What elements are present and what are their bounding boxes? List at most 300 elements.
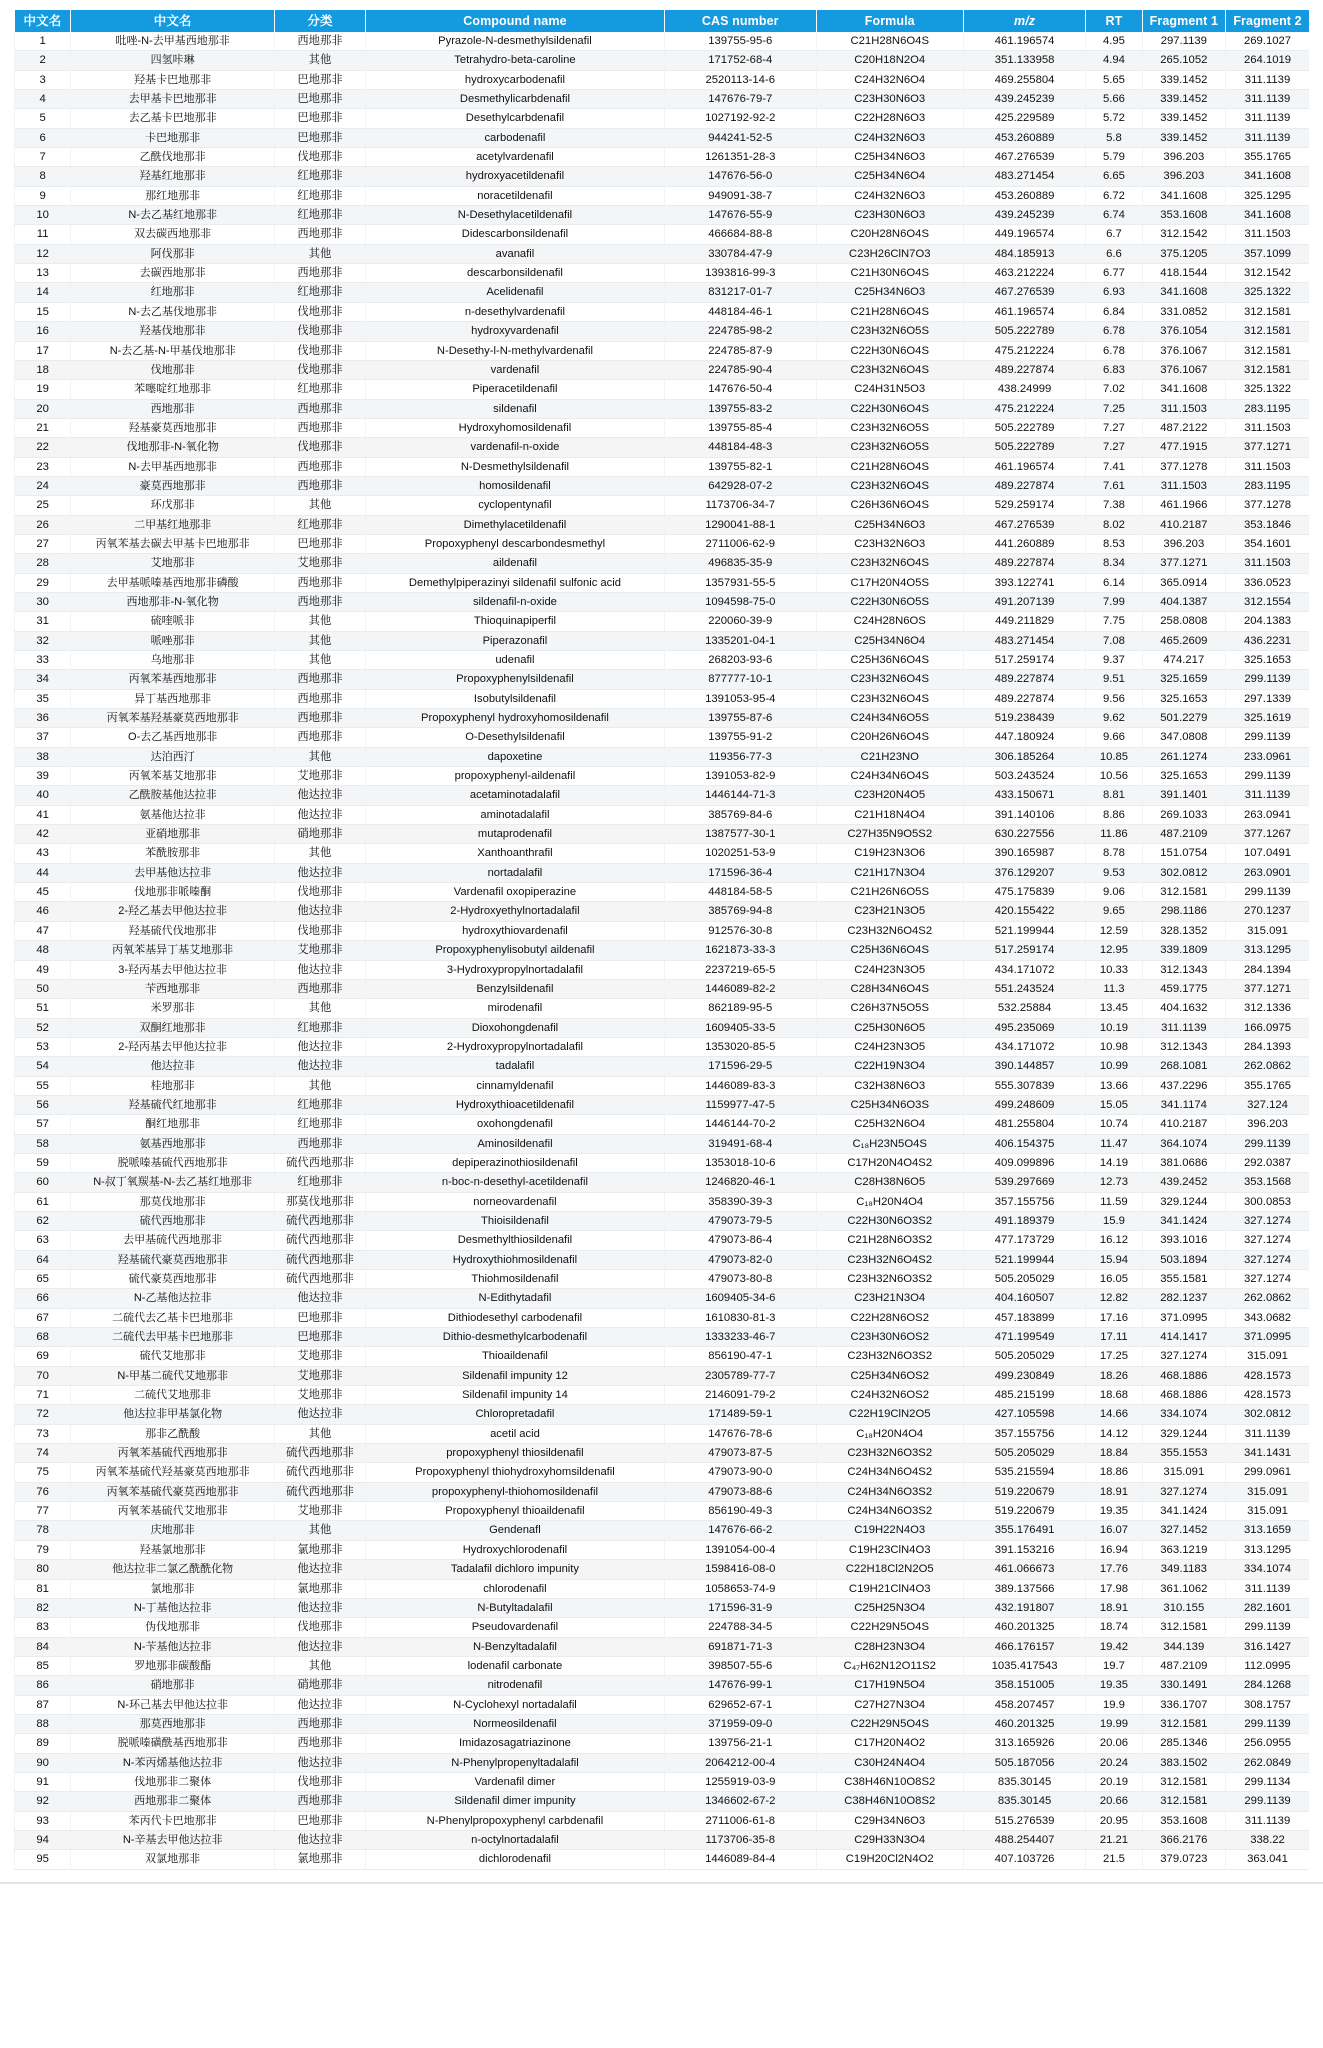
cell-category: 硫代西地那非 xyxy=(274,1463,365,1482)
cell-fragment-2: 327.1274 xyxy=(1226,1250,1309,1269)
cell-fragment-2: 363.041 xyxy=(1226,1850,1309,1869)
cell-index: 81 xyxy=(15,1579,71,1598)
cell-cas-number: 691871-71-3 xyxy=(664,1637,816,1656)
table-row[interactable] xyxy=(15,32,1310,51)
table-row[interactable] xyxy=(15,1366,1310,1385)
table-row[interactable] xyxy=(15,1037,1310,1056)
table-row[interactable] xyxy=(15,1714,1310,1733)
cell-category: 西地那非 xyxy=(274,709,365,728)
table-row[interactable] xyxy=(15,1463,1310,1482)
cell-category: 伐地那非 xyxy=(274,1618,365,1637)
table-row[interactable] xyxy=(15,341,1310,360)
table-row[interactable] xyxy=(15,51,1310,70)
column-header-mz[interactable]: m/z xyxy=(963,10,1085,32)
cell-fragment-1: 355.1553 xyxy=(1142,1444,1225,1463)
cell-compound-name: 3-Hydroxypropylnortadalafil xyxy=(365,960,664,979)
cell-chinese-name: O-去乙基西地那非 xyxy=(71,728,275,747)
cell-fragment-2: 325.1653 xyxy=(1226,651,1309,670)
cell-index: 1 xyxy=(15,32,71,51)
cell-cas-number: 1446089-82-2 xyxy=(664,979,816,998)
table-row[interactable] xyxy=(15,670,1310,689)
cell-mz: 483.271454 xyxy=(963,631,1085,650)
cell-fragment-2: 313.1295 xyxy=(1226,941,1309,960)
cell-fragment-2: 264.1019 xyxy=(1226,51,1309,70)
cell-fragment-2: 299.1139 xyxy=(1226,1134,1309,1153)
cell-compound-name: mirodenafil xyxy=(365,999,664,1018)
cell-category: 伐地那非 xyxy=(274,1772,365,1791)
cell-chinese-name: 2-羟乙基去甲他达拉非 xyxy=(71,902,275,921)
table-row[interactable] xyxy=(15,1386,1310,1405)
table-row[interactable] xyxy=(15,1270,1310,1289)
table-row[interactable] xyxy=(15,1424,1310,1443)
cell-chinese-name: 脱哌嗪基硫代西地那非 xyxy=(71,1153,275,1172)
cell-mz: 519.220679 xyxy=(963,1502,1085,1521)
table-row[interactable] xyxy=(15,1560,1310,1579)
cell-compound-name: N-Desethy-l-N-methylvardenafil xyxy=(365,341,664,360)
cell-fragment-2: 341.1431 xyxy=(1226,1444,1309,1463)
cell-chinese-name: 西地那非二聚体 xyxy=(71,1792,275,1811)
cell-chinese-name: N-叔丁氧羰基-N-去乙基红地那非 xyxy=(71,1173,275,1192)
cell-rt: 8.02 xyxy=(1086,515,1142,534)
table-row[interactable] xyxy=(15,979,1310,998)
table-row[interactable] xyxy=(15,554,1310,573)
cell-index: 33 xyxy=(15,651,71,670)
cell-chinese-name: 苯噻啶红地那非 xyxy=(71,380,275,399)
table-row[interactable] xyxy=(15,148,1310,167)
table-row[interactable] xyxy=(15,283,1310,302)
cell-fragment-1: 328.1352 xyxy=(1142,921,1225,940)
table-row[interactable] xyxy=(15,883,1310,902)
table-row[interactable] xyxy=(15,844,1310,863)
cell-index: 83 xyxy=(15,1618,71,1637)
table-row[interactable] xyxy=(15,1308,1310,1327)
cell-rt: 16.94 xyxy=(1086,1540,1142,1559)
cell-mz: 447.180924 xyxy=(963,728,1085,747)
table-row[interactable] xyxy=(15,1637,1310,1656)
cell-fragment-1: 391.1401 xyxy=(1142,786,1225,805)
cell-fragment-2: 311.1139 xyxy=(1226,128,1309,147)
cell-cas-number: 1621873-33-3 xyxy=(664,941,816,960)
cell-chinese-name: 丙氧苯基硫代艾地那非 xyxy=(71,1502,275,1521)
table-row[interactable] xyxy=(15,1753,1310,1772)
table-row[interactable] xyxy=(15,476,1310,495)
cell-rt: 10.19 xyxy=(1086,1018,1142,1037)
table-row[interactable] xyxy=(15,863,1310,882)
cell-cas-number: 398507-55-6 xyxy=(664,1656,816,1675)
column-header-index[interactable]: 中文名 xyxy=(15,10,71,32)
table-row[interactable] xyxy=(15,380,1310,399)
column-header-formula[interactable]: Formula xyxy=(816,10,963,32)
cell-index: 84 xyxy=(15,1637,71,1656)
cell-fragment-1: 503.1894 xyxy=(1142,1250,1225,1269)
cell-fragment-1: 339.1452 xyxy=(1142,128,1225,147)
cell-mz: 355.176491 xyxy=(963,1521,1085,1540)
cell-chinese-name: 氨基他达拉非 xyxy=(71,805,275,824)
cell-index: 88 xyxy=(15,1714,71,1733)
table-row[interactable] xyxy=(15,90,1310,109)
cell-rt: 6.93 xyxy=(1086,283,1142,302)
table-row[interactable] xyxy=(15,1482,1310,1501)
cell-cas-number: 2711006-62-9 xyxy=(664,534,816,553)
cell-mz: 461.196574 xyxy=(963,32,1085,51)
cell-compound-name: nitrodenafil xyxy=(365,1676,664,1695)
table-row[interactable] xyxy=(15,921,1310,940)
cell-rt: 8.53 xyxy=(1086,534,1142,553)
cell-chinese-name: 卡巴地那非 xyxy=(71,128,275,147)
cell-chinese-name: 环戊那非 xyxy=(71,496,275,515)
cell-compound-name: depiperazinothiosildenafil xyxy=(365,1153,664,1172)
cell-formula: C24H34N6O4S2 xyxy=(816,1463,963,1482)
cell-fragment-1: 339.1809 xyxy=(1142,941,1225,960)
cell-compound-name: hydroxycarbodenafil xyxy=(365,70,664,89)
cell-chinese-name: 伐地那非哌嗪酮 xyxy=(71,883,275,902)
cell-mz: 489.227874 xyxy=(963,670,1085,689)
cell-category: 其他 xyxy=(274,496,365,515)
table-row[interactable] xyxy=(15,360,1310,379)
cell-formula: C25H32N6O4 xyxy=(816,1115,963,1134)
cell-cas-number: 1609405-34-6 xyxy=(664,1289,816,1308)
cell-cas-number: 139755-85-4 xyxy=(664,418,816,437)
table-row[interactable] xyxy=(15,786,1310,805)
cell-chinese-name: 硫代西地那非 xyxy=(71,1211,275,1230)
cell-cas-number: 479073-80-8 xyxy=(664,1270,816,1289)
cell-index: 15 xyxy=(15,302,71,321)
cell-rt: 6.7 xyxy=(1086,225,1142,244)
cell-index: 16 xyxy=(15,322,71,341)
cell-fragment-2: 428.1573 xyxy=(1226,1366,1309,1385)
cell-mz: 505.205029 xyxy=(963,1444,1085,1463)
cell-mz: 521.199944 xyxy=(963,1250,1085,1269)
table-row[interactable] xyxy=(15,1850,1310,1869)
table-row[interactable] xyxy=(15,1134,1310,1153)
cell-rt: 7.61 xyxy=(1086,476,1142,495)
cell-compound-name: n-desethylvardenafil xyxy=(365,302,664,321)
table-row[interactable] xyxy=(15,534,1310,553)
cell-fragment-1: 312.1581 xyxy=(1142,1618,1225,1637)
table-row[interactable] xyxy=(15,264,1310,283)
table-row[interactable] xyxy=(15,457,1310,476)
cell-rt: 16.12 xyxy=(1086,1231,1142,1250)
cell-rt: 20.19 xyxy=(1086,1772,1142,1791)
cell-category: 那莫伐地那非 xyxy=(274,1192,365,1211)
cell-compound-name: acetylvardenafil xyxy=(365,148,664,167)
cell-formula: C21H30N6O4S xyxy=(816,264,963,283)
cell-formula: C19H22N4O3 xyxy=(816,1521,963,1540)
table-row[interactable] xyxy=(15,709,1310,728)
cell-index: 85 xyxy=(15,1656,71,1675)
cell-chinese-name: 红地那非 xyxy=(71,283,275,302)
cell-cas-number: 220060-39-9 xyxy=(664,612,816,631)
table-row[interactable] xyxy=(15,1734,1310,1753)
cell-compound-name: cinnamyldenafil xyxy=(365,1076,664,1095)
cell-fragment-1: 468.1886 xyxy=(1142,1386,1225,1405)
cell-fragment-2: 341.1608 xyxy=(1226,206,1309,225)
table-row[interactable] xyxy=(15,1811,1310,1830)
table-row[interactable] xyxy=(15,1347,1310,1366)
header-row xyxy=(15,10,1310,32)
cell-formula: C25H34N6O3S xyxy=(816,1095,963,1114)
table-row[interactable] xyxy=(15,941,1310,960)
cell-rt: 6.14 xyxy=(1086,573,1142,592)
table-row[interactable] xyxy=(15,1656,1310,1675)
column-header-fragment-1[interactable]: Fragment 1 xyxy=(1142,10,1225,32)
cell-rt: 10.98 xyxy=(1086,1037,1142,1056)
cell-rt: 9.66 xyxy=(1086,728,1142,747)
cell-formula: C24H31N5O3 xyxy=(816,380,963,399)
cell-mz: 376.129207 xyxy=(963,863,1085,882)
cell-rt: 17.25 xyxy=(1086,1347,1142,1366)
table-row[interactable] xyxy=(15,225,1310,244)
cell-chinese-name: 氨基西地那非 xyxy=(71,1134,275,1153)
table-row[interactable] xyxy=(15,1695,1310,1714)
cell-compound-name: vardenafil-n-oxide xyxy=(365,438,664,457)
cell-rt: 11.59 xyxy=(1086,1192,1142,1211)
table-row[interactable] xyxy=(15,1579,1310,1598)
cell-cas-number: 1391054-00-4 xyxy=(664,1540,816,1559)
cell-cas-number: 147676-78-6 xyxy=(664,1424,816,1443)
table-row[interactable] xyxy=(15,496,1310,515)
cell-rt: 5.8 xyxy=(1086,128,1142,147)
cell-chinese-name: 吡唑-N-去甲基西地那非 xyxy=(71,32,275,51)
column-header-category[interactable]: 分类 xyxy=(274,10,365,32)
cell-fragment-1: 437.2296 xyxy=(1142,1076,1225,1095)
cell-mz: 390.165987 xyxy=(963,844,1085,863)
table-row[interactable] xyxy=(15,960,1310,979)
column-header-chinese-name[interactable]: 中文名 xyxy=(71,10,275,32)
cell-chinese-name: 双氯地那非 xyxy=(71,1850,275,1869)
cell-fragment-2: 311.1139 xyxy=(1226,1424,1309,1443)
cell-mz: 475.212224 xyxy=(963,399,1085,418)
cell-fragment-2: 334.1074 xyxy=(1226,1560,1309,1579)
table-row[interactable] xyxy=(15,651,1310,670)
cell-category: 巴地那非 xyxy=(274,70,365,89)
table-row[interactable] xyxy=(15,1057,1310,1076)
cell-fragment-1: 365.0914 xyxy=(1142,573,1225,592)
table-row[interactable] xyxy=(15,186,1310,205)
table-row[interactable] xyxy=(15,1830,1310,1849)
table-row[interactable] xyxy=(15,109,1310,128)
cell-compound-name: Thioquinapiperfil xyxy=(365,612,664,631)
table-row[interactable] xyxy=(15,728,1310,747)
cell-index: 59 xyxy=(15,1153,71,1172)
table-row[interactable] xyxy=(15,1173,1310,1192)
table-row[interactable] xyxy=(15,1076,1310,1095)
cell-fragment-2: 315.091 xyxy=(1226,1482,1309,1501)
cell-compound-name: N-Butyltadalafil xyxy=(365,1598,664,1617)
cell-category: 硝地那非 xyxy=(274,1676,365,1695)
cell-index: 57 xyxy=(15,1115,71,1134)
cell-compound-name: avanafil xyxy=(365,244,664,263)
table-row[interactable] xyxy=(15,631,1310,650)
cell-cas-number: 1353020-85-5 xyxy=(664,1037,816,1056)
cell-formula: C25H34N6O4 xyxy=(816,631,963,650)
table-row[interactable] xyxy=(15,1676,1310,1695)
cell-cas-number: 147676-66-2 xyxy=(664,1521,816,1540)
cell-cas-number: 358390-39-3 xyxy=(664,1192,816,1211)
cell-fragment-2: 327.1274 xyxy=(1226,1231,1309,1250)
table-row[interactable] xyxy=(15,1772,1310,1791)
table-row[interactable] xyxy=(15,1250,1310,1269)
cell-chinese-name: 羟基硫代红地那非 xyxy=(71,1095,275,1114)
table-row[interactable] xyxy=(15,1115,1310,1134)
cell-mz: 357.155756 xyxy=(963,1424,1085,1443)
cell-fragment-1: 366.2176 xyxy=(1142,1830,1225,1849)
cell-compound-name: propoxyphenyl thiosildenafil xyxy=(365,1444,664,1463)
cell-cas-number: 2237219-65-5 xyxy=(664,960,816,979)
cell-formula: C23H32N6O3S2 xyxy=(816,1270,963,1289)
cell-rt: 10.33 xyxy=(1086,960,1142,979)
table-row[interactable] xyxy=(15,1540,1310,1559)
cell-chinese-name: N-去乙基伐地那非 xyxy=(71,302,275,321)
cell-index: 45 xyxy=(15,883,71,902)
cell-index: 28 xyxy=(15,554,71,573)
table-row[interactable] xyxy=(15,1502,1310,1521)
cell-fragment-2: 284.1394 xyxy=(1226,960,1309,979)
table-row[interactable] xyxy=(15,128,1310,147)
cell-cas-number: 385769-84-6 xyxy=(664,805,816,824)
cell-chinese-name: 那莫西地那非 xyxy=(71,1714,275,1733)
cell-chinese-name: 四氢咔琳 xyxy=(71,51,275,70)
cell-mz: 391.153216 xyxy=(963,1540,1085,1559)
cell-cas-number: 147676-99-1 xyxy=(664,1676,816,1695)
cell-index: 23 xyxy=(15,457,71,476)
cell-formula: C38H46N10O8S2 xyxy=(816,1772,963,1791)
cell-compound-name: mutaprodenafil xyxy=(365,825,664,844)
cell-formula: C23H32N6O4S xyxy=(816,689,963,708)
column-header-cas-number[interactable]: CAS number xyxy=(664,10,816,32)
table-row[interactable] xyxy=(15,1153,1310,1172)
table-row[interactable] xyxy=(15,1792,1310,1811)
cell-index: 32 xyxy=(15,631,71,650)
cell-fragment-2: 327.1274 xyxy=(1226,1211,1309,1230)
cell-compound-name: noracetildenafil xyxy=(365,186,664,205)
cell-compound-name: chlorodenafil xyxy=(365,1579,664,1598)
table-row[interactable] xyxy=(15,902,1310,921)
table-row[interactable] xyxy=(15,515,1310,534)
table-row[interactable] xyxy=(15,825,1310,844)
cell-rt: 6.77 xyxy=(1086,264,1142,283)
cell-chinese-name: 豪莫西地那非 xyxy=(71,476,275,495)
cell-category: 他达拉非 xyxy=(274,805,365,824)
cell-fragment-2: 377.1271 xyxy=(1226,979,1309,998)
table-row[interactable] xyxy=(15,438,1310,457)
cell-fragment-2: 311.1503 xyxy=(1226,418,1309,437)
cell-category: 氯地那非 xyxy=(274,1850,365,1869)
cell-index: 8 xyxy=(15,167,71,186)
table-row[interactable] xyxy=(15,1018,1310,1037)
cell-rt: 17.16 xyxy=(1086,1308,1142,1327)
cell-compound-name: tadalafil xyxy=(365,1057,664,1076)
table-row[interactable] xyxy=(15,1192,1310,1211)
cell-fragment-2: 428.1573 xyxy=(1226,1386,1309,1405)
table-row[interactable] xyxy=(15,767,1310,786)
cell-compound-name: acetil acid xyxy=(365,1424,664,1443)
cell-index: 89 xyxy=(15,1734,71,1753)
cell-fragment-1: 468.1886 xyxy=(1142,1366,1225,1385)
table-row[interactable] xyxy=(15,805,1310,824)
cell-formula: C26H37N5O5S xyxy=(816,999,963,1018)
cell-mz: 517.259174 xyxy=(963,651,1085,670)
cell-index: 87 xyxy=(15,1695,71,1714)
cell-category: 伐地那非 xyxy=(274,360,365,379)
cell-cas-number: 139755-95-6 xyxy=(664,32,816,51)
table-header xyxy=(15,10,1310,32)
table-row[interactable] xyxy=(15,418,1310,437)
table-row[interactable] xyxy=(15,573,1310,592)
cell-category: 伐地那非 xyxy=(274,322,365,341)
cell-formula: C22H28N6OS2 xyxy=(816,1308,963,1327)
cell-fragment-2: 311.1139 xyxy=(1226,90,1309,109)
cell-rt: 13.66 xyxy=(1086,1076,1142,1095)
table-row[interactable] xyxy=(15,302,1310,321)
cell-rt: 8.86 xyxy=(1086,805,1142,824)
cell-chinese-name: 乌地那非 xyxy=(71,651,275,670)
cell-category: 巴地那非 xyxy=(274,128,365,147)
cell-index: 50 xyxy=(15,979,71,998)
table-row[interactable] xyxy=(15,1328,1310,1347)
cell-fragment-2: 311.1139 xyxy=(1226,1811,1309,1830)
table-row[interactable] xyxy=(15,1289,1310,1308)
table-row[interactable] xyxy=(15,399,1310,418)
cell-category: 他达拉非 xyxy=(274,863,365,882)
cell-chinese-name: 羟基红地那非 xyxy=(71,167,275,186)
cell-fragment-2: 311.1139 xyxy=(1226,70,1309,89)
cell-compound-name: N-Desethylacetildenafil xyxy=(365,206,664,225)
table-row[interactable] xyxy=(15,70,1310,89)
table-row[interactable] xyxy=(15,1521,1310,1540)
table-row[interactable] xyxy=(15,244,1310,263)
table-row[interactable] xyxy=(15,592,1310,611)
table-row[interactable] xyxy=(15,1095,1310,1114)
cell-fragment-1: 329.1244 xyxy=(1142,1192,1225,1211)
table-row[interactable] xyxy=(15,999,1310,1018)
cell-fragment-2: 292.0387 xyxy=(1226,1153,1309,1172)
table-row[interactable] xyxy=(15,1405,1310,1424)
table-row[interactable] xyxy=(15,1231,1310,1250)
column-header-fragment-2[interactable]: Fragment 2 xyxy=(1226,10,1309,32)
table-row[interactable] xyxy=(15,322,1310,341)
column-header-rt[interactable]: RT xyxy=(1086,10,1142,32)
cell-cas-number: 1173706-35-8 xyxy=(664,1830,816,1849)
cell-chinese-name: 羟基硫代豪莫西地那非 xyxy=(71,1250,275,1269)
cell-fragment-1: 377.1271 xyxy=(1142,554,1225,573)
cell-formula: C27H35N9O5S2 xyxy=(816,825,963,844)
table-row[interactable] xyxy=(15,612,1310,631)
cell-cas-number: 171596-29-5 xyxy=(664,1057,816,1076)
table-row[interactable] xyxy=(15,1618,1310,1637)
column-header-compound-name[interactable]: Compound name xyxy=(365,10,664,32)
cell-formula: C23H32N6O4S2 xyxy=(816,1250,963,1269)
table-row[interactable] xyxy=(15,1598,1310,1617)
cell-fragment-1: 325.1659 xyxy=(1142,670,1225,689)
table-row[interactable] xyxy=(15,1444,1310,1463)
table-row[interactable] xyxy=(15,1211,1310,1230)
cell-compound-name: Benzylsildenafil xyxy=(365,979,664,998)
cell-chinese-name: 亚硝地那非 xyxy=(71,825,275,844)
table-row[interactable] xyxy=(15,167,1310,186)
cell-fragment-1: 487.2109 xyxy=(1142,1656,1225,1675)
cell-fragment-1: 312.1343 xyxy=(1142,960,1225,979)
table-row[interactable] xyxy=(15,206,1310,225)
table-row[interactable] xyxy=(15,747,1310,766)
cell-formula: C21H28N6O3S2 xyxy=(816,1231,963,1250)
cell-fragment-2: 263.0901 xyxy=(1226,863,1309,882)
cell-index: 4 xyxy=(15,90,71,109)
cell-fragment-2: 262.0849 xyxy=(1226,1753,1309,1772)
table-row[interactable] xyxy=(15,689,1310,708)
cell-compound-name: Sildenafil dimer impunity xyxy=(365,1792,664,1811)
cell-mz: 491.207139 xyxy=(963,592,1085,611)
